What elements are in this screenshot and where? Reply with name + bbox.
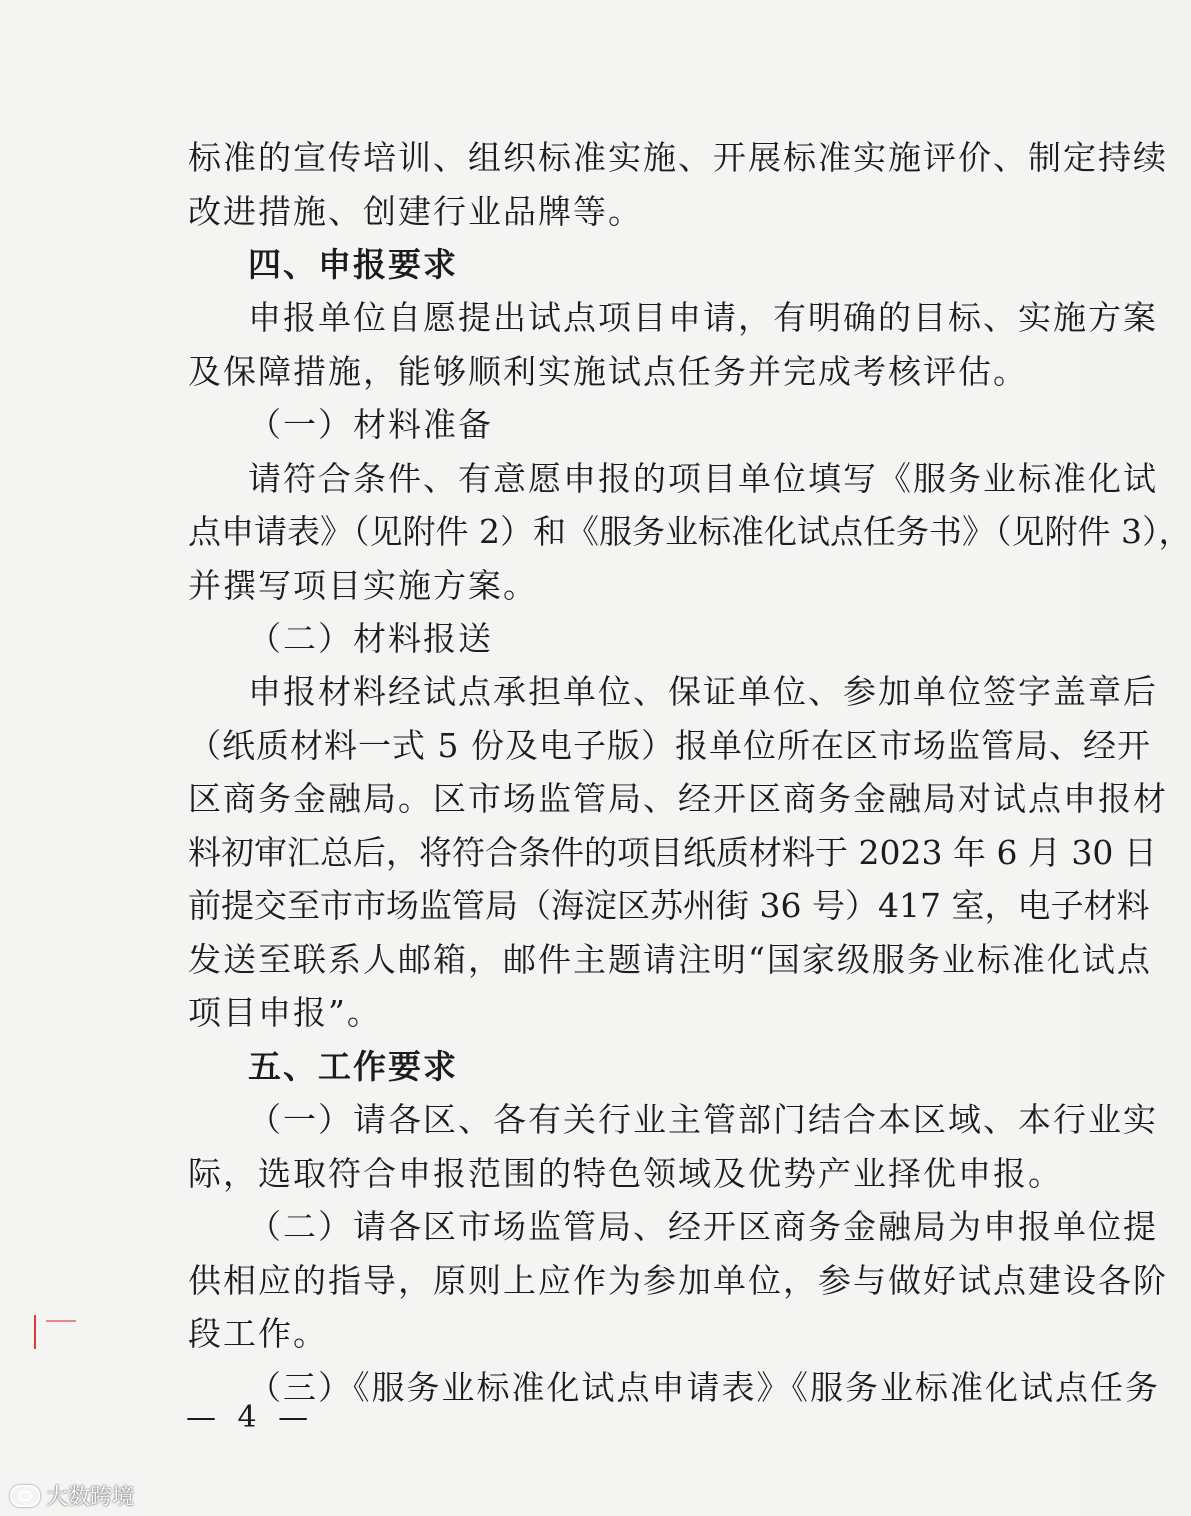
text-line-1: 标准的宣传培训、组织标准实施、开展标准实施评价、制定持续 (188, 138, 1168, 177)
text-line-8: 点申请表》（见附件 2）和《服务业标准化试点任务书》（见附件 3）， (188, 512, 1191, 551)
watermark-text: 大数跨境 (46, 1485, 135, 1510)
text-line-20: 际，选取符合申报范围的特色领域及优势产业择优申报。 (188, 1154, 1063, 1193)
text-line-11: 申报材料经试点承担单位、保证单位、参加单位签字盖章后 (248, 672, 1158, 711)
section-heading-5: 五、工作要求 (248, 1047, 458, 1086)
text-line-2: 改进措施、创建行业品牌等。 (188, 192, 643, 231)
text-line-23: 段工作。 (188, 1314, 328, 1353)
watermark (10, 1480, 134, 1511)
seal-edge-mark-2 (46, 1320, 76, 1322)
text-line-12: （纸质材料一式 5 份及电子版）报单位所在区市场监管局、经开 (188, 726, 1151, 765)
seal-edge-mark (34, 1315, 36, 1349)
text-line-7: 请符合条件、有意愿申报的项目单位填写《服务业标准化试 (248, 459, 1158, 498)
text-line-13: 区商务金融局。区市场监管局、经开区商务金融局对试点申报材 (188, 779, 1168, 818)
text-line-4: 申报单位自愿提出试点项目申请，有明确的目标、实施方案 (248, 298, 1158, 337)
page-number: — 4 — (186, 1400, 315, 1435)
text-line-17: 项目申报”。 (188, 993, 382, 1032)
watermark-logo-icon (10, 1485, 40, 1507)
text-line-19: （一）请各区、各有关行业主管部门结合本区域、本行业实 (248, 1100, 1158, 1139)
text-line-24: （三）《服务业标准化试点申请表》《服务业标准化试点任务 (248, 1368, 1160, 1407)
text-line-22: 供相应的指导，原则上应作为参加单位，参与做好试点建设各阶 (188, 1261, 1168, 1300)
subheading-materials-prep: （一）材料准备 (248, 405, 493, 444)
text-line-15: 前提交至市市场监管局（海淀区苏州街 36 号）417 室，电子材料 (188, 886, 1150, 925)
subheading-materials-submit: （二）材料报送 (248, 619, 493, 658)
text-line-5: 及保障措施，能够顺利实施试点任务并完成考核评估。 (188, 352, 1028, 391)
text-line-9: 并撰写项目实施方案。 (188, 566, 538, 605)
text-line-21: （二）请各区市场监管局、经开区商务金融局为申报单位提 (248, 1207, 1158, 1246)
text-line-16: 发送至联系人邮箱，邮件主题请注明“国家级服务业标准化试点 (188, 940, 1152, 979)
section-heading-4: 四、申报要求 (248, 245, 458, 284)
text-line-14: 料初审汇总后，将符合条件的项目纸质材料于 2023 年 6 月 30 日 (188, 833, 1157, 872)
